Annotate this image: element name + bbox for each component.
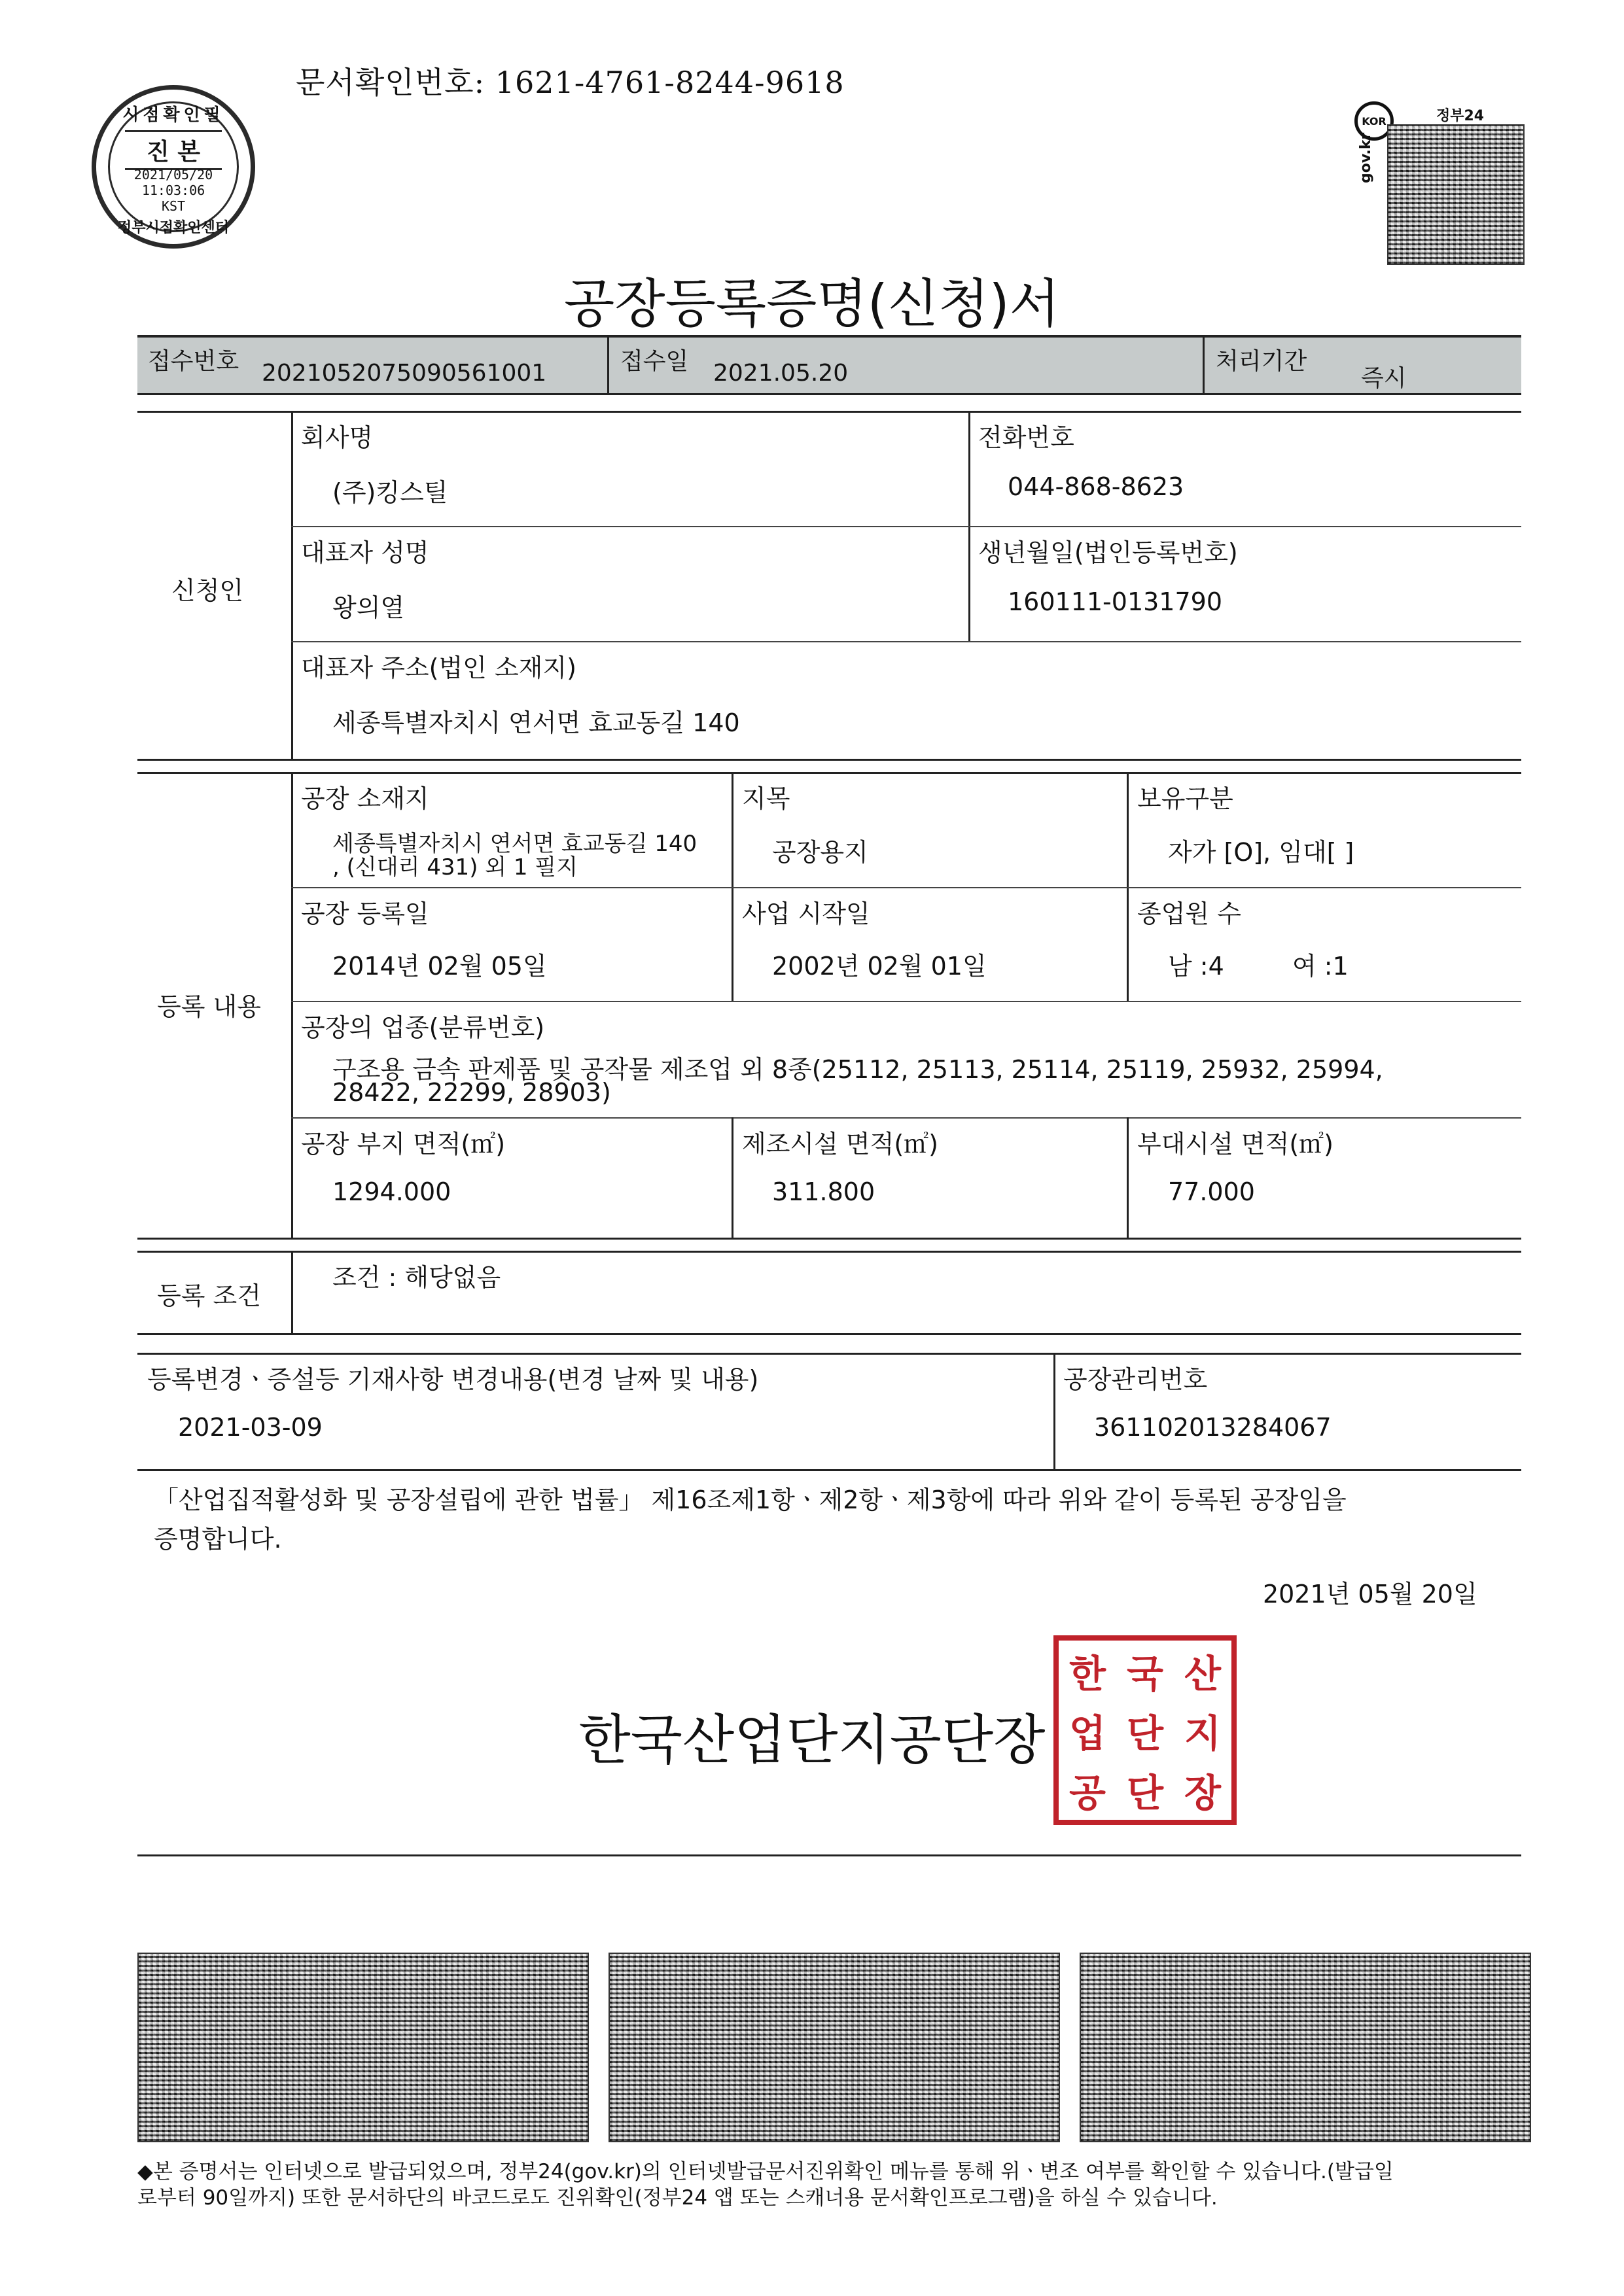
seal-char: 공: [1068, 1771, 1106, 1816]
birth-corp-no-label: 생년월일(법인등록번호): [978, 538, 1238, 567]
seal-char: 한: [1068, 1651, 1106, 1696]
company-name-value: (주)킹스틸: [332, 478, 448, 507]
stamp-main-text: 진 본: [125, 130, 222, 170]
employees-male: 남 :4: [1168, 952, 1224, 981]
stamp-bottom-text: 정부시점확인센터: [117, 220, 230, 236]
employees-female: 여 :1: [1292, 952, 1349, 981]
industry-label: 공장의 업종(분류번호): [301, 1013, 545, 1042]
seal-char: 단: [1126, 1711, 1164, 1756]
gov-kr-label: gov.kr: [1358, 132, 1374, 183]
industry-line1: 구조용 금속 판제품 및 공작물 제조업 외 8종(25112, 25113, 25114, 25119, 25932, 25994,: [332, 1055, 1383, 1084]
receipt-no-value: 2021052075090561001: [262, 360, 547, 387]
company-name-label: 회사명: [301, 423, 374, 452]
stamp-timezone: KST: [161, 198, 186, 214]
address-label: 대표자 주소(법인 소재지): [301, 653, 576, 682]
registration-date-label: 공장 등록일: [301, 899, 429, 928]
seal-char: 장: [1184, 1771, 1222, 1816]
receipt-date-value: 2021.05.20: [713, 360, 849, 387]
birth-corp-no-value: 160111-0131790: [1008, 587, 1223, 616]
footnote-line1: ◆본 증명서는 인터넷으로 발급되었으며, 정부24(gov.kr)의 인터넷발급문서진위확인 메뉴를 통해 위ㆍ변조 여부를 확인할 수 있습니다.(발급일: [137, 2160, 1394, 2183]
receipt-date-label: 접수일: [620, 348, 689, 375]
industry-line2: 28422, 22299, 28903): [332, 1078, 611, 1107]
factory-mgmt-no-label: 공장관리번호: [1063, 1365, 1208, 1394]
stamp-top-text: 시점확인필: [122, 105, 224, 125]
employees-label: 종업원 수: [1137, 899, 1241, 928]
statement-line2: 증명합니다.: [154, 1525, 282, 1554]
changes-value: 2021-03-09: [178, 1413, 323, 1442]
seal-char: 지: [1184, 1711, 1222, 1756]
site-area-value: 1294.000: [332, 1177, 451, 1206]
processing-period-value: 즉시: [1361, 365, 1407, 392]
seal-char: 단: [1126, 1771, 1164, 1816]
phone-label: 전화번호: [978, 423, 1074, 452]
conditions-section-label: 등록 조건: [157, 1281, 261, 1310]
processing-period-label: 처리기간: [1216, 348, 1307, 375]
barcode-block-1: [137, 1953, 589, 2142]
verification-2d-code: [1387, 124, 1525, 265]
land-category-label: 지목: [742, 784, 790, 813]
representative-value: 왕의열: [332, 593, 405, 622]
business-start-value: 2002년 02월 01일: [772, 952, 987, 981]
barcode-block-3: [1080, 1953, 1531, 2142]
document-title: 공장등록증명(신청)서: [564, 273, 1060, 334]
applicant-section-label: 신청인: [171, 576, 244, 605]
factory-location-label: 공장 소재지: [301, 784, 429, 813]
address-value: 세종특별자치시 연서면 효교동길 140: [332, 708, 740, 737]
receipt-no-label: 접수번호: [148, 348, 239, 375]
land-category-value: 공장용지: [772, 838, 868, 867]
gov24-label: 정부24: [1436, 108, 1485, 124]
ownership-value: 자가 [O], 임대[ ]: [1168, 838, 1354, 867]
statement-line1: 「산업집적활성화 및 공장설립에 관한 법률」 제16조제1항ㆍ제2항ㆍ제3항에 따라 위와 같이 등록된 공장임을: [154, 1486, 1347, 1514]
registration-date-value: 2014년 02월 05일: [332, 952, 547, 981]
factory-location-line1: 세종특별자치시 연서면 효교동길 140: [332, 831, 697, 857]
stamp-time: 11:03:06: [141, 183, 205, 198]
document-confirm-number: 문서확인번호: 1621-4761-8244-9618: [296, 65, 845, 100]
ownership-label: 보유구분: [1137, 784, 1233, 813]
kor-logo: KOR: [1354, 101, 1394, 141]
auxiliary-area-label: 부대시설 면적(㎡): [1137, 1130, 1333, 1158]
timestamp-seal: [92, 85, 255, 249]
representative-label: 대표자 성명: [301, 538, 429, 567]
issuer-name: 한국산업단지공단장: [578, 1709, 1046, 1771]
manufacturing-area-value: 311.800: [772, 1177, 875, 1206]
auxiliary-area-value: 77.000: [1168, 1177, 1255, 1206]
site-area-label: 공장 부지 면적(㎡): [301, 1130, 506, 1158]
footnote-line2: 로부터 90일까지) 또한 문서하단의 바코드로도 진위확인(정부24 앱 또는 스캐너용 문서확인프로그램)을 하실 수 있습니다.: [137, 2186, 1218, 2210]
seal-char: 업: [1068, 1711, 1106, 1756]
barcode-block-2: [609, 1953, 1060, 2142]
issue-date: 2021년 05월 20일: [1263, 1580, 1477, 1609]
stamp-date: 2021/05/20: [133, 167, 213, 183]
business-start-label: 사업 시작일: [742, 899, 870, 928]
conditions-value: 조건 : 해당없음: [332, 1263, 501, 1292]
receipt-band: [137, 335, 1521, 395]
phone-value: 044-868-8623: [1008, 472, 1184, 501]
footnote: [137, 2159, 1525, 2211]
registration-section-label: 등록 내용: [157, 992, 261, 1021]
manufacturing-area-label: 제조시설 면적(㎡): [742, 1130, 938, 1158]
seal-char: 국: [1126, 1651, 1164, 1696]
seal-char: 산: [1184, 1651, 1222, 1696]
changes-label: 등록변경ㆍ증설등 기재사항 변경내용(변경 날짜 및 내용): [147, 1365, 759, 1394]
factory-mgmt-no-value: 361102013284067: [1094, 1413, 1332, 1442]
factory-location-line2: , (신대리 431) 외 1 필지: [332, 854, 578, 880]
